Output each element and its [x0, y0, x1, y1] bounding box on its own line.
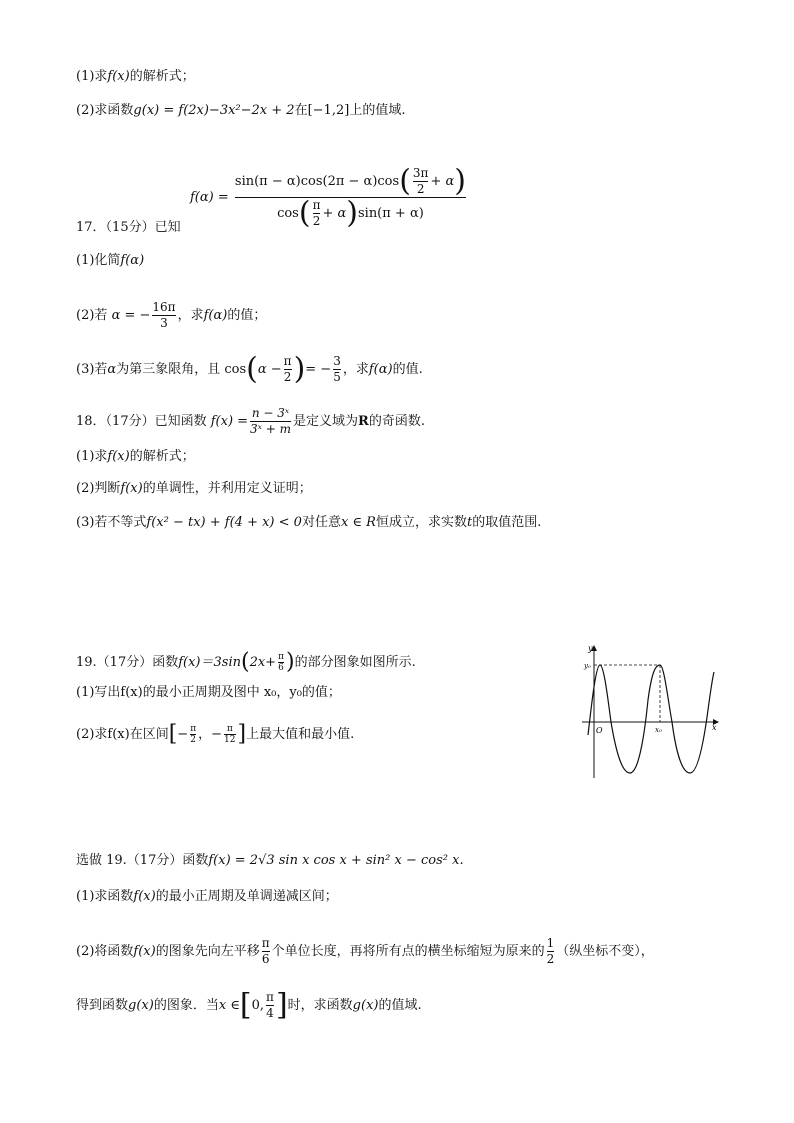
q17-part2: (2)若 α = − $\frac{16\pi}{3}$ ，求f(α)的值；: [76, 300, 267, 330]
q18-header: 18．（17分）已知函数 f(x) = $\frac{\text{n − 3ˣ}}{\text{3ˣ + m}}$ 是定义域为R的奇函数.: [76, 406, 425, 436]
q19-sine-graph: [578, 640, 724, 782]
q19-header: 19.（17分）函数f(x)＝3sin(2x+ $\frac{\pi}{6}$ )的部分图象如图所示.: [76, 649, 416, 675]
q16-part1: (1)求f(x)的解析式；: [76, 69, 195, 84]
q19-part2: (2)求f(x)在区间[− $\frac{\pi}{2}$ ，− $\frac{\pi}{12}$ ]上最大值和最小值.: [76, 721, 355, 747]
q18-part1: (1)求f(x)的解析式；: [76, 449, 195, 464]
q17-part1: (1)化简f(α): [76, 253, 145, 268]
q19alt-part1: (1)求函数f(x)的最小正周期及单调递减区间；: [76, 889, 338, 904]
q19alt-part3: 得到函数g(x)的图象．当x ∈[0, $\frac{\pi}{4}$ ]时，求函数g(x)的值域.: [76, 987, 422, 1023]
q19-part1: (1)写出f(x)的最小正周期及图中 x₀，y₀的值；: [76, 685, 341, 700]
q18-part2: (2)判断f(x)的单调性，并利用定义证明；: [76, 481, 312, 496]
y0-label: y₀: [584, 662, 591, 670]
q17-part3: (3)若α为第三象限角，且 cos(α − $\frac{\pi}{2}$ )= − $\frac{3}{5}$ ，求f(α)的值.: [76, 351, 423, 387]
x-axis-label: x: [712, 723, 717, 732]
q17-formula: f(α) = sin(π − α)cos(2π − α)cos( $\frac{3\pi}{2}$ + α) cos( $\frac{\pi}{2}$ + α)sin(π + α): [190, 163, 466, 231]
q18-part3: (3)若不等式f(x² − tx) + f(4 + x) < 0对任意x ∈ R恒成立，求实数t的取值范围.: [76, 515, 542, 530]
y-axis-label: y: [588, 644, 593, 653]
q19alt-part2: (2)将函数f(x)的图象先向左平移 $\frac{\pi}{6}$ 个单位长度，再将所有点的横坐标缩短为原来的 $\frac{1}{2}$ （纵坐标不变），: [76, 936, 654, 966]
origin-label: O: [596, 726, 603, 735]
x0-label: x₀: [655, 726, 662, 734]
q16-part2: (2)求函数g(x) = f(2x)−3x²−2x + 2在[−1,2]上的值域.: [76, 103, 406, 118]
sine-curve: [588, 665, 714, 773]
q17-header: 17．（15分）已知: [76, 220, 181, 235]
q19alt-header: 选做 19.（17分）函数f(x) = 2√3 sin x cos x + sin² x − cos² x.: [76, 853, 464, 868]
